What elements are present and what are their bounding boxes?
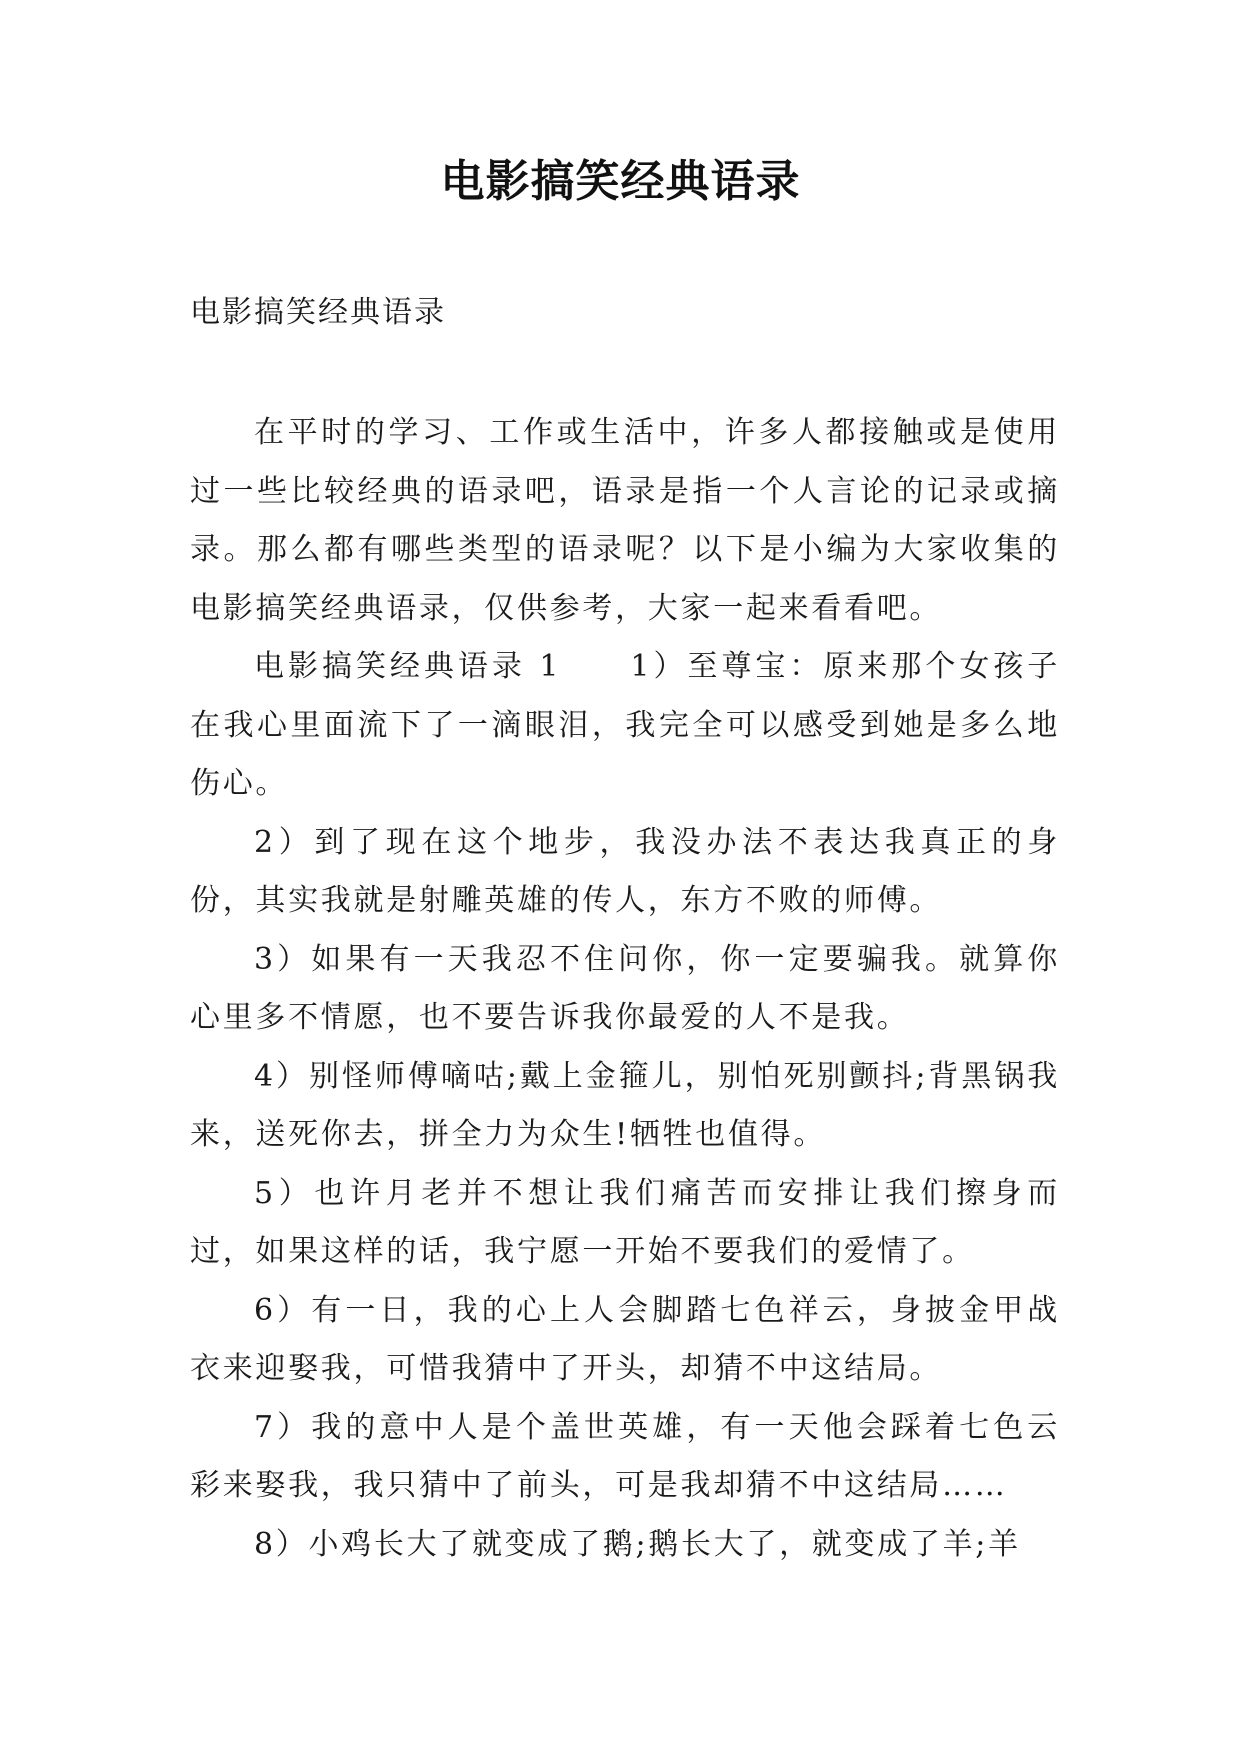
- paragraph-quote-6: 6）有一日，我的心上人会脚踏七色祥云，身披金甲战衣来迎娶我，可惜我猜中了开头，却猜不中这结局。: [190, 1292, 1060, 1386]
- paragraph-quote-4: 4）别怪师傅嘀咕;戴上金箍儿，别怕死别颤抖;背黑锅我来，送死你去，拼全力为众生!牺牲也值得。: [190, 1058, 1060, 1152]
- paragraph-quote-2: 2）到了现在这个地步，我没办法不表达我真正的身份，其实我就是射雕英雄的传人，东方不败的师傅。: [190, 824, 1060, 918]
- paragraph-intro: 在平时的学习、工作或生活中，许多人都接触或是使用过一些比较经典的语录吧，语录是指一个人言论的记录或摘录。那么都有哪些类型的语录呢？以下是小编为大家收集的电影搞笑经典语录，仅供参考，大家一起来看看吧。: [190, 415, 1060, 626]
- paragraph-quote-7: 7）我的意中人是个盖世英雄，有一天他会踩着七色云彩来娶我，我只猜中了前头，可是我却猜不中这结局……: [190, 1409, 1060, 1503]
- document-title: 电影搞笑经典语录: [440, 156, 801, 207]
- paragraph-quote-1: 电影搞笑经典语录 1 1）至尊宝：原来那个女孩子在我心里面流下了一滴眼泪，我完全可以感受到她是多么地伤心。: [190, 649, 1060, 801]
- document-subtitle: 电影搞笑经典语录: [190, 295, 446, 330]
- paragraph-quote-3: 3）如果有一天我忍不住问你，你一定要骗我。就算你心里多不情愿，也不要告诉我你最爱的人不是我。: [190, 941, 1060, 1035]
- document-body: [190, 404, 1060, 1574]
- paragraph-quote-8: 8）小鸡长大了就变成了鹅;鹅长大了，就变成了羊;羊: [254, 1526, 1021, 1562]
- paragraph-quote-5: 5）也许月老并不想让我们痛苦而安排让我们擦身而过，如果这样的话，我宁愿一开始不要我们的爱情了。: [190, 1175, 1060, 1269]
